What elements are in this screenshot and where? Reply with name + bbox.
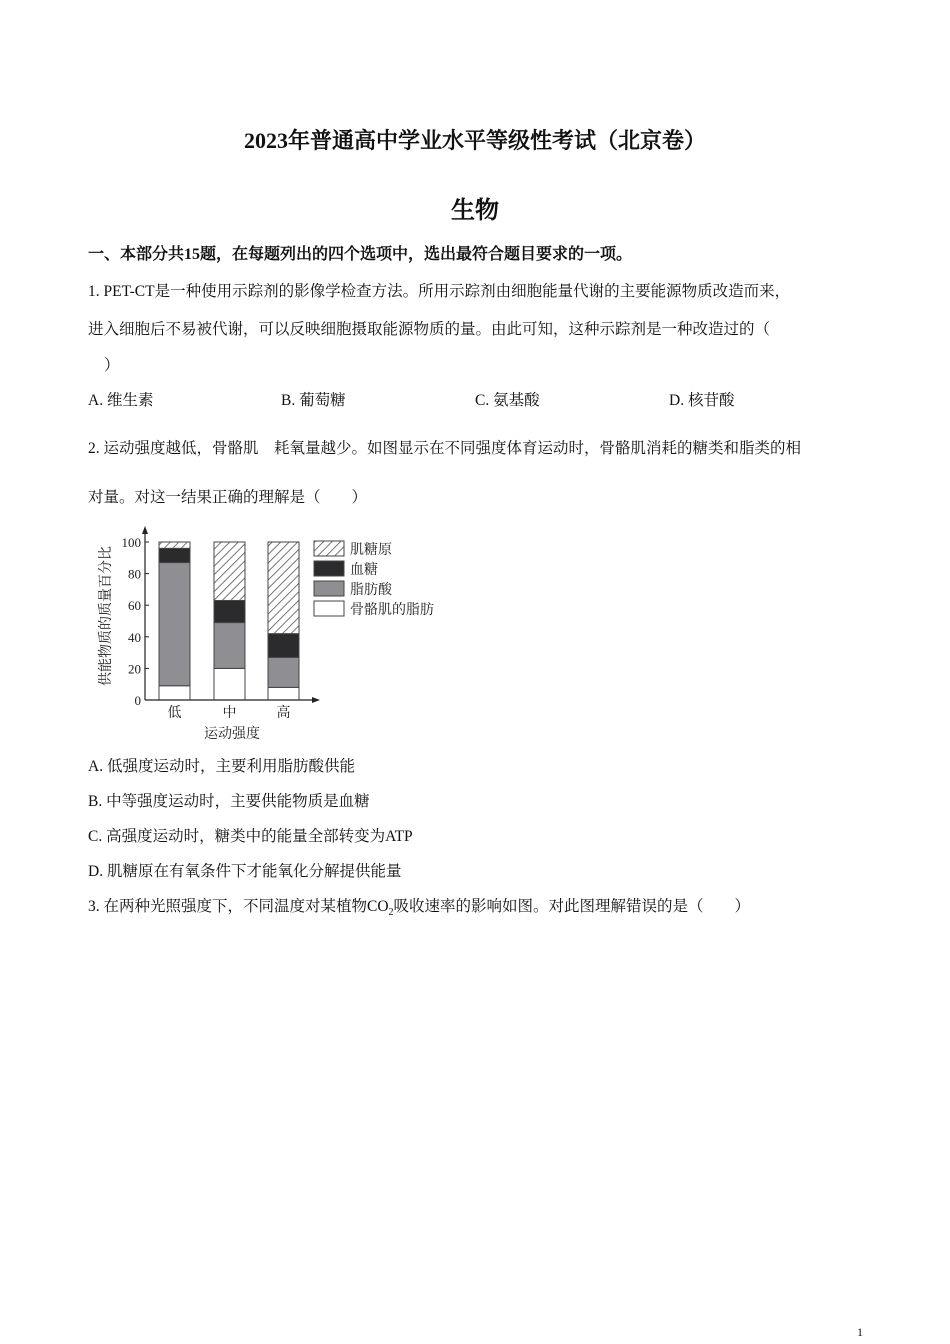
energy-source-chart — [90, 520, 450, 750]
legend-swatch — [314, 541, 344, 556]
q1-line2: 进入细胞后不易被代谢，可以反映细胞摄取能源物质的量。由此可知，这种示踪剂是一种改造过的（ — [88, 321, 771, 338]
q2-option-b: B. 中等强度运动时，主要供能物质是血糖 — [88, 793, 370, 810]
legend-swatch — [314, 561, 344, 576]
page-number: 1 — [857, 1325, 863, 1339]
legend-label: 血糖 — [350, 563, 378, 578]
y-tick-label: 40 — [128, 629, 141, 645]
q1-option-d: D. 核苷酸 — [669, 392, 735, 409]
x-axis-label: 运动强度 — [204, 727, 260, 742]
section-heading: 一、本部分共15题，在每题列出的四个选项中，选出最符合题目要求的一项。 — [88, 246, 633, 263]
q2-option-d: D. 肌糖原在有氧条件下才能氧化分解提供能量 — [88, 863, 402, 880]
legend-label: 骨骼肌的脂肪 — [350, 603, 434, 618]
q2-option-a: A. 低强度运动时，主要利用脂肪酸供能 — [88, 758, 355, 775]
q1-option-b: B. 葡萄糖 — [281, 392, 346, 409]
bar-segment-0-2 — [159, 548, 190, 562]
y-axis-label: 供能物质的质量百分比 — [99, 546, 114, 686]
legend-label: 肌糖原 — [350, 543, 392, 558]
q3-suffix: 吸收速率的影响如图。对此图理解错误的是（ ） — [393, 898, 751, 915]
bar-segment-0-0 — [159, 686, 190, 700]
y-tick-label: 0 — [134, 693, 141, 708]
q1-line3: ） — [104, 357, 120, 374]
x-tick-label: 高 — [276, 706, 291, 721]
y-tick-label: 80 — [128, 566, 141, 582]
q2-line2: 对量。对这一结果正确的理解是（ ） — [88, 489, 368, 506]
bar-segment-0-1 — [159, 563, 190, 686]
legend-swatch — [314, 581, 344, 596]
legend-swatch — [314, 601, 344, 616]
y-tick-label: 60 — [128, 598, 141, 614]
bar-segment-0-3 — [159, 542, 190, 548]
bar-segment-2-0 — [268, 687, 299, 700]
bar-segment-1-0 — [214, 668, 245, 700]
bar-segment-2-1 — [268, 657, 299, 687]
bar-segment-1-1 — [214, 623, 245, 669]
q1-option-a: A. 维生素 — [88, 392, 154, 409]
x-axis-arrow-icon — [312, 697, 320, 703]
q3-prefix: 3. 在两种光照强度下，不同温度对某植物CO — [88, 898, 389, 915]
y-tick-label: 20 — [128, 661, 141, 677]
q1-line1: 1. PET-CT是一种使用示踪剂的影像学检查方法。所用示踪剂由细胞能量代谢的主要能源物质改造而来， — [88, 283, 791, 300]
q2-option-c: C. 高强度运动时，糖类中的能量全部转变为ATP — [88, 828, 413, 845]
q3-stem — [88, 897, 750, 923]
q1-option-c: C. 氨基酸 — [475, 392, 540, 409]
x-tick-label: 低 — [167, 706, 182, 721]
bar-segment-1-3 — [214, 542, 245, 600]
q3-subscript: 2 — [388, 907, 394, 919]
bar-segment-2-2 — [268, 634, 299, 658]
bar-segment-2-3 — [268, 542, 299, 634]
y-tick-label: 100 — [121, 535, 141, 550]
y-axis-arrow-icon — [142, 526, 148, 534]
bar-segment-1-2 — [214, 600, 245, 622]
x-tick-label: 中 — [222, 706, 237, 721]
q2-line1: 2. 运动强度越低，骨骼肌 耗氧量越少。如图显示在不同强度体育运动时，骨骼肌消耗的糖类和脂类的相 — [88, 440, 802, 457]
exam-title: 2023年普通高中学业水平等级性考试（北京卷） — [243, 128, 706, 153]
legend-label: 脂肪酸 — [350, 583, 392, 598]
subject-title: 生物 — [451, 198, 499, 224]
